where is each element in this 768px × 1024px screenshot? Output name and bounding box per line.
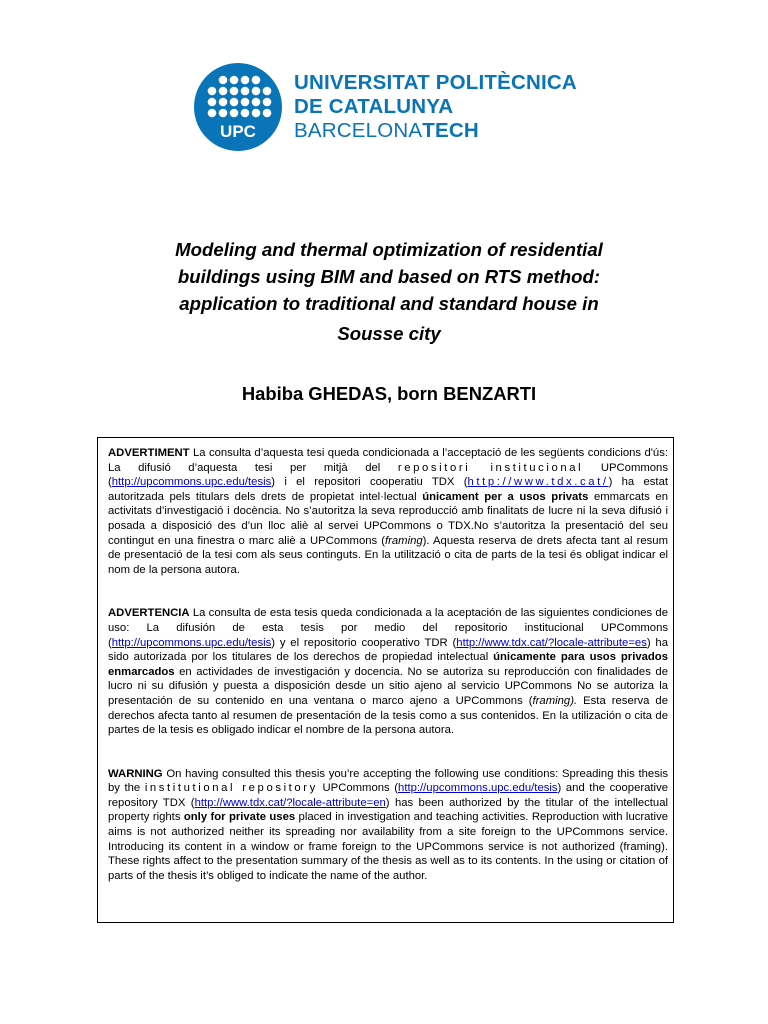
tdx-link-es[interactable]: http://www.tdx.cat/?locale-attribute=es bbox=[456, 636, 647, 649]
institution-line-3 bbox=[294, 119, 577, 143]
institution-line-1: UNIVERSITAT POLITÈCNICA bbox=[294, 71, 577, 94]
notice-catalan-text-4: ) ha estat autoritzada pels titulars dels drets de propietat intel·lectual bbox=[108, 476, 668, 503]
author-name: Habiba GHEDAS, born BENZARTI bbox=[241, 383, 537, 404]
notice-spanish-text-2: ) y el repositorio cooperativo TDR ( bbox=[271, 636, 457, 649]
notice-english-text-5: placed in investigation and teaching activities. Reproduction with lucrative aims is not authorized neither its spreading nor availability from a site foreign to the UPCommons service. Introducing its content in a window or frame foreign to the UPCommons service is not authorized (framing). These rights affect to the presentation summary of the thesis as well as to its contents. In the using or citation of parts of the thesis it’s obliged to indicate the name of the author. bbox=[108, 811, 668, 882]
upcommons-link-ca[interactable]: http://upcommons.upc.edu/tesis bbox=[111, 476, 272, 489]
notice-english-text-4: ) has been authorized by the titular of the intellectual property rights bbox=[108, 796, 669, 824]
notice-spanish-text-1: La consulta de esta tesis queda condicionada a la aceptación de las siguientes condiciones de uso: La difusión de esta tesis por medio del repositorio institucional UPCommons ( bbox=[108, 607, 668, 649]
title-line-2: buildings using BIM and based on RTS method: bbox=[177, 266, 601, 287]
upcommons-link-es[interactable]: http://upcommons.upc.edu/tesis bbox=[111, 636, 272, 649]
title-line-3: application to traditional and standard house in bbox=[179, 293, 599, 314]
tdx-link-ca[interactable]: http://www.tdx.cat/ bbox=[467, 476, 609, 489]
notice-catalan-italic: framing bbox=[385, 534, 423, 547]
notice-catalan-bold: únicament per a usos privats bbox=[422, 490, 589, 503]
notice-english-bold: only for private uses bbox=[183, 811, 296, 824]
notice-english bbox=[108, 767, 668, 884]
logo-text: UPC bbox=[220, 122, 256, 141]
legal-notice-box bbox=[97, 437, 674, 923]
tdx-link-en[interactable]: http://www.tdx.cat/?locale-attribute=en bbox=[194, 796, 386, 809]
upcommons-link-en[interactable]: http://upcommons.upc.edu/tesis bbox=[398, 782, 558, 795]
notice-catalan-text-2: UPCommons ( bbox=[108, 461, 668, 489]
notice-spanish-text-5: Esta reserva de derechos afecta tanto al resumen de presentación de la tesis como a sus contenidos. En la utilización o cita de partes de la tesis es obligado indicar el nombre de la persona autora. bbox=[108, 694, 668, 737]
notice-english-spaced: institutional repository bbox=[144, 782, 318, 795]
notice-catalan-text-5: emmarcats en activitats d’investigació i docència. No s’autoritza la seva reproducció amb finalitats de lucre ni la seva difusió i posada a disposició des d’un lloc aliè al servei UPCommons o TDX.No s’autoritza la presentació del seu contingut en una finestra o marc aliè a UPCommons ( bbox=[108, 490, 668, 547]
institution-line-2: DE CATALUNYA bbox=[294, 95, 454, 118]
notice-english-text-2: UPCommons ( bbox=[317, 782, 399, 795]
notice-catalan-spaced: repositori institucional bbox=[397, 461, 584, 474]
header bbox=[194, 63, 577, 151]
thesis-title bbox=[130, 236, 648, 347]
notice-english-heading: WARNING bbox=[108, 767, 163, 780]
notice-catalan-text-1: La consulta d’aquesta tesi queda condicionada a l’acceptació de les següents condicions d'ús: La difusió d’aquesta tesi per mitjà del bbox=[108, 447, 668, 474]
notice-spanish-bold: únicamente para usos privados enmarcados bbox=[108, 651, 668, 678]
title-line-1: Modeling and thermal optimization of residential bbox=[175, 239, 603, 260]
notice-spanish-italic: framing). bbox=[532, 694, 578, 707]
institution-name bbox=[294, 71, 577, 143]
notice-spanish-text-4: en actividades de investigación y docencia. No se autoriza su reproducción con finalidades de lucro ni su difusión y puesta a disposición desde un sitio ajeno al servicio UPCommons No se autoriza la presentación de su contenido en una ventana o marco ajeno a UPCommons ( bbox=[108, 665, 668, 707]
notice-spanish-text-3: ) ha sido autorizada por los titulares de los derechos de propiedad intelectual bbox=[108, 636, 668, 664]
notice-catalan-heading: ADVERTIMENT bbox=[108, 447, 190, 459]
title-line-4: Sousse city bbox=[337, 323, 441, 344]
institution-line-3-regular: BARCELONA bbox=[294, 119, 423, 142]
notice-catalan-text-3: ) i el repositori cooperatiu TDX ( bbox=[271, 476, 468, 489]
institution-line-3-bold: TECH bbox=[422, 119, 479, 142]
notice-english-text-3: ) and the cooperative repository TDX ( bbox=[108, 782, 668, 809]
upc-logo bbox=[194, 63, 282, 151]
notice-spanish-heading: ADVERTENCIA bbox=[108, 607, 190, 620]
notice-catalan bbox=[108, 446, 668, 577]
notice-spanish bbox=[108, 606, 668, 737]
notice-english-text-1: On having consulted this thesis you’re accepting the following use conditions: Spreading this thesis by the bbox=[108, 767, 668, 795]
notice-catalan-text-6: ). Aquesta reserva de drets afecta tant al resum de presentació de la tesi com als seus continguts. En la utilització o cita de parts de la tesi és obligat indicar el nom de la persona autora. bbox=[108, 534, 668, 576]
